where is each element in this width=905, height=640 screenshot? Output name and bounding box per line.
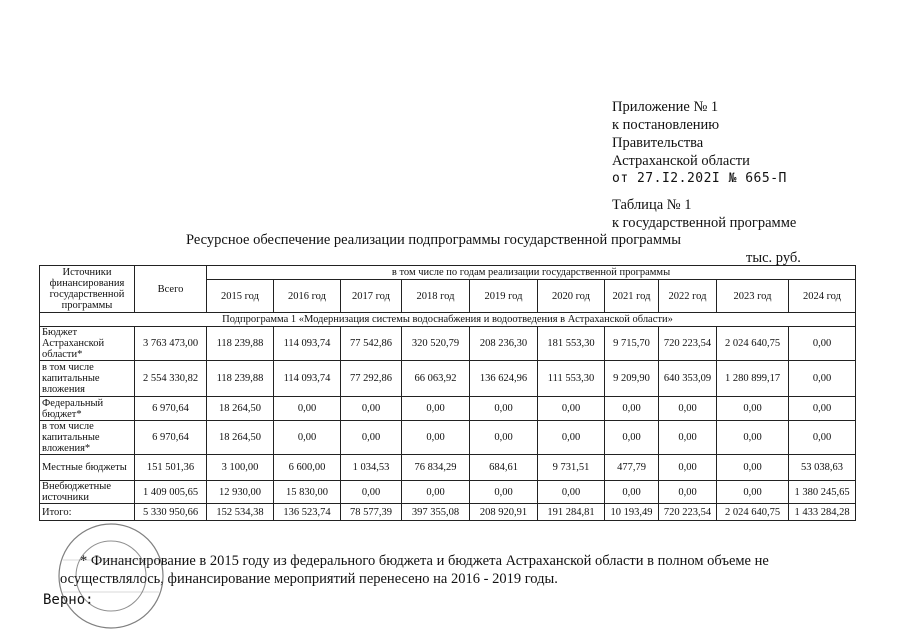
cell-year-value: 208 920,91 (470, 504, 538, 521)
cell-year-value: 6 600,00 (274, 455, 341, 481)
cell-year-value: 181 553,30 (538, 327, 605, 361)
page-title: Ресурсное обеспечение реализации подпрограммы государственной программы (186, 232, 681, 248)
cell-year-value: 15 830,00 (274, 481, 341, 504)
cell-year-value: 9 209,90 (605, 361, 659, 397)
table-ref: Таблица № 1 (612, 197, 692, 213)
cell-year-value: 0,00 (659, 455, 717, 481)
header-year: 2016 год (274, 280, 341, 313)
cell-total: 2 554 330,82 (135, 361, 207, 397)
header-year: 2022 год (659, 280, 717, 313)
cell-year-value: 0,00 (470, 421, 538, 455)
cell-year-value: 77 542,86 (341, 327, 402, 361)
cell-year-value: 2 024 640,75 (717, 327, 789, 361)
header-year: 2019 год (470, 280, 538, 313)
header-year: 2015 год (207, 280, 274, 313)
cell-year-value: 0,00 (402, 421, 470, 455)
cell-total: 5 330 950,66 (135, 504, 207, 521)
header-years-group: в том числе по годам реализации государственной программы (207, 266, 856, 280)
cell-year-value: 0,00 (789, 397, 856, 421)
header-line: к постановлению (612, 117, 720, 133)
cell-year-value: 0,00 (402, 481, 470, 504)
table-ref: к государственной программе (612, 215, 797, 231)
cell-year-value: 0,00 (538, 397, 605, 421)
cell-year-value: 77 292,86 (341, 361, 402, 397)
cell-year-value: 0,00 (274, 421, 341, 455)
cell-year-value: 18 264,50 (207, 421, 274, 455)
cell-year-value: 0,00 (717, 481, 789, 504)
cell-year-value: 3 100,00 (207, 455, 274, 481)
cell-year-value: 114 093,74 (274, 327, 341, 361)
verno-label: Верно: (43, 592, 94, 608)
cell-year-value: 0,00 (717, 397, 789, 421)
cell-year-value: 111 553,30 (538, 361, 605, 397)
row-label: Внебюджетные источники (40, 481, 135, 504)
header-year: 2018 год (402, 280, 470, 313)
row-label: Федеральный бюджет* (40, 397, 135, 421)
cell-year-value: 12 930,00 (207, 481, 274, 504)
cell-year-value: 208 236,30 (470, 327, 538, 361)
row-label: Итого: (40, 504, 135, 521)
cell-total: 6 970,64 (135, 397, 207, 421)
header-year: 2021 год (605, 280, 659, 313)
units-label: тыс. руб. (746, 250, 801, 266)
cell-year-value: 2 024 640,75 (717, 504, 789, 521)
table-row (40, 481, 856, 504)
header-year: 2020 год (538, 280, 605, 313)
cell-year-value: 0,00 (659, 421, 717, 455)
cell-year-value: 18 264,50 (207, 397, 274, 421)
cell-year-value: 0,00 (538, 481, 605, 504)
cell-year-value: 0,00 (341, 481, 402, 504)
cell-total: 6 970,64 (135, 421, 207, 455)
cell-year-value: 191 284,81 (538, 504, 605, 521)
cell-total: 3 763 473,00 (135, 327, 207, 361)
cell-year-value: 720 223,54 (659, 327, 717, 361)
cell-year-value: 53 038,63 (789, 455, 856, 481)
cell-year-value: 0,00 (717, 421, 789, 455)
header-year: 2017 год (341, 280, 402, 313)
cell-year-value: 66 063,92 (402, 361, 470, 397)
cell-year-value: 0,00 (659, 481, 717, 504)
cell-year-value: 0,00 (341, 421, 402, 455)
table-row (40, 361, 856, 397)
cell-year-value: 0,00 (274, 397, 341, 421)
header-line: Приложение № 1 (612, 99, 719, 115)
row-label: Бюджет Астраханской области* (40, 327, 135, 361)
decree-date: от 27.I2.202I № 665-П (612, 171, 787, 186)
row-label: Местные бюджеты (40, 455, 135, 481)
cell-year-value: 397 355,08 (402, 504, 470, 521)
cell-year-value: 152 534,38 (207, 504, 274, 521)
table-row (40, 455, 856, 481)
cell-year-value: 0,00 (605, 421, 659, 455)
cell-year-value: 0,00 (789, 327, 856, 361)
cell-year-value: 720 223,54 (659, 504, 717, 521)
cell-year-value: 0,00 (402, 397, 470, 421)
header-line: Астраханской области (612, 153, 750, 169)
cell-year-value: 0,00 (341, 397, 402, 421)
row-label: в том числе капитальные вложения (40, 361, 135, 397)
cell-year-value: 118 239,88 (207, 361, 274, 397)
official-stamp (55, 520, 167, 632)
cell-year-value: 1 380 245,65 (789, 481, 856, 504)
table-row (40, 504, 856, 521)
table-row (40, 327, 856, 361)
cell-total: 151 501,36 (135, 455, 207, 481)
cell-year-value: 0,00 (605, 481, 659, 504)
cell-year-value: 0,00 (789, 361, 856, 397)
cell-year-value: 136 624,96 (470, 361, 538, 397)
cell-year-value: 10 193,49 (605, 504, 659, 521)
cell-year-value: 684,61 (470, 455, 538, 481)
cell-year-value: 0,00 (717, 455, 789, 481)
cell-year-value: 118 239,88 (207, 327, 274, 361)
table-row (40, 421, 856, 455)
resource-table (39, 265, 856, 521)
cell-total: 1 409 005,65 (135, 481, 207, 504)
cell-year-value: 640 353,09 (659, 361, 717, 397)
cell-year-value: 78 577,39 (341, 504, 402, 521)
header-line: Правительства (612, 135, 704, 151)
cell-year-value: 320 520,79 (402, 327, 470, 361)
table-body (40, 313, 856, 521)
cell-year-value: 9 715,70 (605, 327, 659, 361)
cell-year-value: 0,00 (605, 397, 659, 421)
table-row (40, 397, 856, 421)
cell-year-value: 477,79 (605, 455, 659, 481)
header-total: Всего (135, 266, 207, 313)
cell-year-value: 0,00 (470, 397, 538, 421)
header-year: 2023 год (717, 280, 789, 313)
cell-year-value: 114 093,74 (274, 361, 341, 397)
header-year: 2024 год (789, 280, 856, 313)
subprogram-title: Подпрограмма 1 «Модернизация системы водоснабжения и водоотведения в Астраханской области» (40, 313, 856, 327)
cell-year-value: 1 280 899,17 (717, 361, 789, 397)
cell-year-value: 0,00 (659, 397, 717, 421)
appendix-header (612, 98, 796, 232)
cell-year-value: 0,00 (538, 421, 605, 455)
cell-year-value: 1 433 284,28 (789, 504, 856, 521)
cell-year-value: 0,00 (789, 421, 856, 455)
footnote: * Финансирование в 2015 году из федерального бюджета и бюджета Астраханской области в полном объеме не осуществлялось, финансирование мероприятий перенесено на 2016 - 2019 годы. (60, 553, 769, 587)
header-source: Источники финансирования государственной программы (40, 266, 135, 313)
cell-year-value: 0,00 (470, 481, 538, 504)
row-label: в том числе капитальные вложения* (40, 421, 135, 455)
cell-year-value: 1 034,53 (341, 455, 402, 481)
cell-year-value: 136 523,74 (274, 504, 341, 521)
cell-year-value: 76 834,29 (402, 455, 470, 481)
cell-year-value: 9 731,51 (538, 455, 605, 481)
